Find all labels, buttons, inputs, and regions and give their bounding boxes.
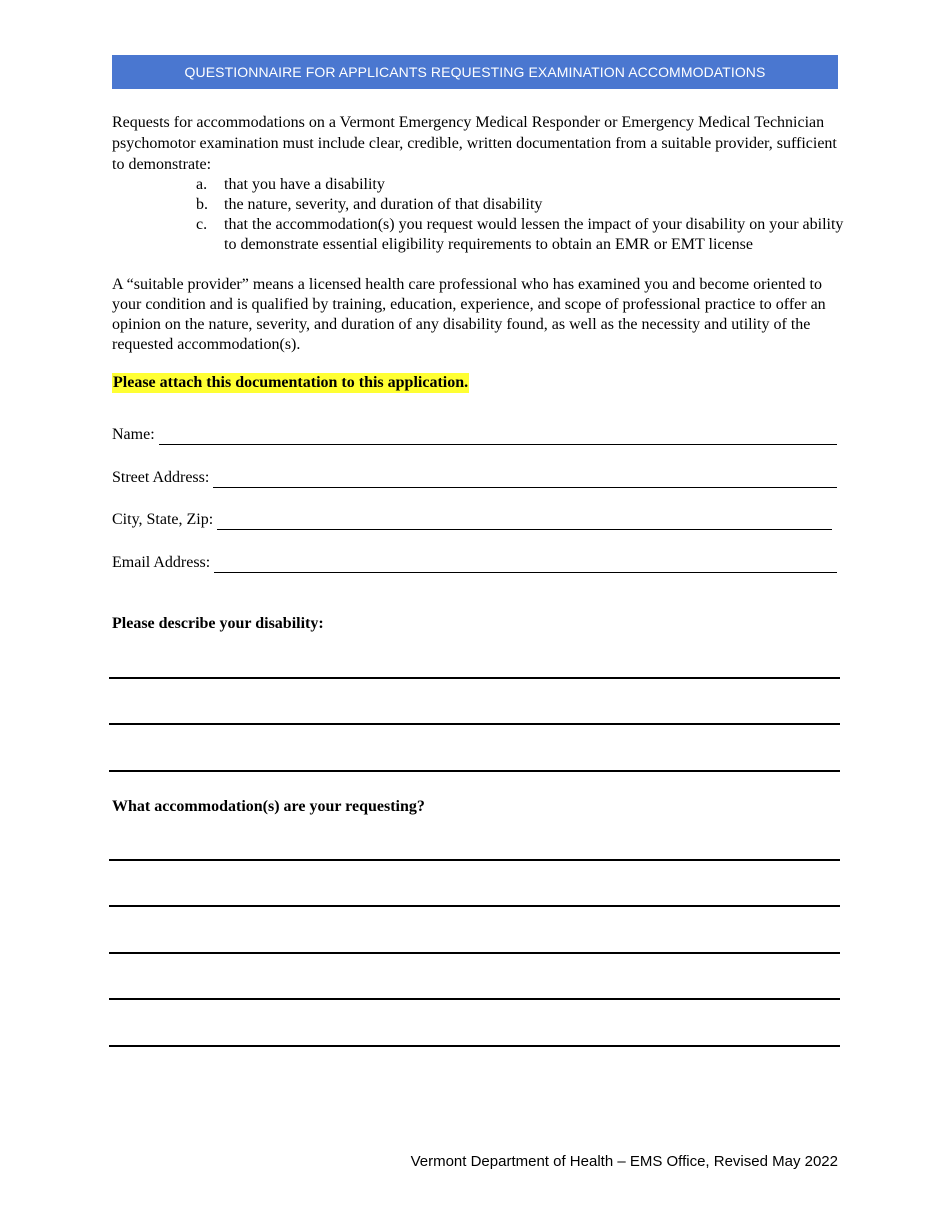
accommodations-answer-line[interactable] xyxy=(109,952,840,954)
list-marker: c. xyxy=(196,216,208,233)
disability-answer-line[interactable] xyxy=(109,677,840,679)
list-marker: a. xyxy=(196,176,208,193)
attach-notice: Please attach this documentation to this application. xyxy=(113,374,469,391)
provider-definition: A “suitable provider” means a licensed health care professional who has examined you and become oriented to your condition and is qualified by training, education, experience, and scope of professional practice to offer an opinion on the nature, severity, and duration of any disability found, as well as the necessity and utility of the requested accommodation(s). xyxy=(112,276,826,353)
requirements-list xyxy=(196,175,846,255)
intro-paragraph: Requests for accommodations on a Vermont Emergency Medical Responder or Emergency Medical Technician psychomotor examination must include clear, credible, written documentation from a suitable provider, sufficient to demonstrate: xyxy=(112,114,837,173)
city-state-zip-input-line[interactable] xyxy=(217,515,832,530)
list-marker: b. xyxy=(196,196,208,213)
email-address-label: Email Address: xyxy=(112,554,211,571)
page-title-banner xyxy=(112,55,838,89)
list-item-text: the nature, severity, and duration of that disability xyxy=(224,196,543,213)
accommodations-answer-line[interactable] xyxy=(109,905,840,907)
footer-text: Vermont Department of Health – EMS Office, Revised May 2022 xyxy=(410,1153,838,1170)
list-item xyxy=(196,215,846,255)
page-title: QUESTIONNAIRE FOR APPLICANTS REQUESTING EXAMINATION ACCOMMODATIONS xyxy=(184,64,766,80)
accommodations-answer-line[interactable] xyxy=(109,1045,840,1047)
name-label: Name: xyxy=(112,426,155,443)
city-state-zip-field[interactable] xyxy=(112,510,832,530)
accommodations-answer-line[interactable] xyxy=(109,859,840,861)
list-item-text: that the accommodation(s) you request would lessen the impact of your disability on your ability to demonstrate essential eligibility requirements to obtain an EMR or EMT license xyxy=(224,216,844,253)
email-address-input-line[interactable] xyxy=(214,558,837,573)
list-item-text: that you have a disability xyxy=(224,176,385,193)
accommodations-answer-line[interactable] xyxy=(109,998,840,1000)
street-address-input-line[interactable] xyxy=(213,473,837,488)
list-item xyxy=(196,175,846,195)
street-address-field[interactable] xyxy=(112,468,837,488)
list-item xyxy=(196,195,846,215)
disability-question: Please describe your disability: xyxy=(112,615,324,632)
street-address-label: Street Address: xyxy=(112,469,210,486)
city-state-zip-label: City, State, Zip: xyxy=(112,511,214,528)
disability-answer-line[interactable] xyxy=(109,723,840,725)
name-input-line[interactable] xyxy=(159,430,837,445)
name-field[interactable] xyxy=(112,425,837,445)
disability-answer-line[interactable] xyxy=(109,770,840,772)
email-address-field[interactable] xyxy=(112,553,837,573)
accommodations-question: What accommodation(s) are your requesting? xyxy=(112,798,425,815)
